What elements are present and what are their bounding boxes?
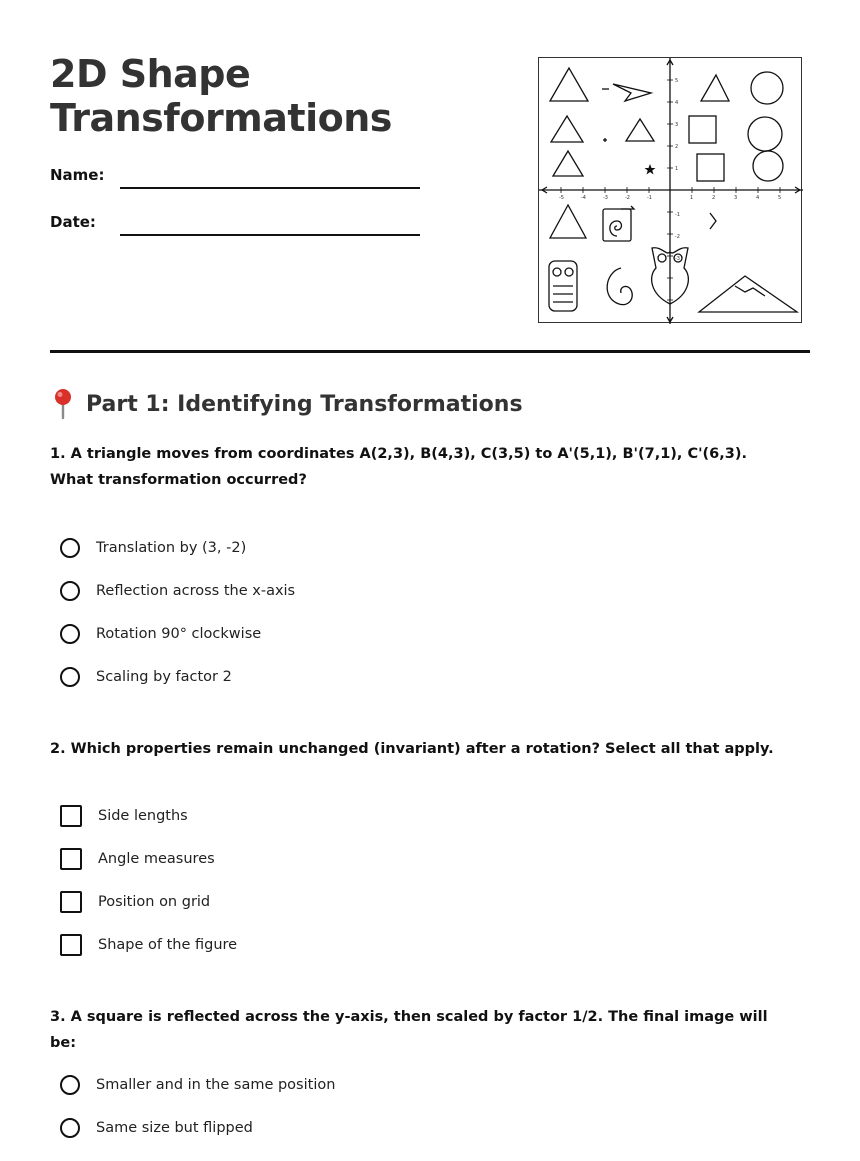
svg-text:1: 1 bbox=[690, 195, 694, 201]
option-label: Scaling by factor 2 bbox=[96, 669, 232, 685]
q1-option-2[interactable] bbox=[60, 579, 295, 603]
transformations-illustration bbox=[538, 57, 802, 323]
svg-text:-2: -2 bbox=[625, 195, 630, 201]
svg-text:2: 2 bbox=[675, 144, 679, 150]
header-divider bbox=[50, 350, 810, 353]
q3-option-1[interactable] bbox=[60, 1073, 335, 1097]
checkbox[interactable] bbox=[60, 934, 82, 956]
q2-option-4[interactable] bbox=[60, 933, 237, 957]
svg-text:1: 1 bbox=[675, 166, 679, 172]
option-label: Rotation 90° clockwise bbox=[96, 626, 262, 642]
pushpin-icon bbox=[50, 388, 76, 420]
svg-text:3: 3 bbox=[734, 195, 738, 201]
q2-option-1[interactable] bbox=[60, 804, 188, 828]
q1-option-3[interactable] bbox=[60, 622, 261, 646]
radio-button[interactable] bbox=[60, 581, 80, 601]
option-label: Same size but flipped bbox=[96, 1120, 253, 1136]
option-label: Reflection across the x-axis bbox=[96, 583, 296, 599]
option-label: Smaller and in the same position bbox=[96, 1077, 336, 1093]
svg-text:-1: -1 bbox=[647, 195, 652, 201]
svg-text:-4: -4 bbox=[581, 195, 586, 201]
svg-text:5: 5 bbox=[778, 195, 782, 201]
svg-text:-1: -1 bbox=[675, 212, 680, 218]
title-line-2: Transformations bbox=[50, 96, 392, 140]
q3-option-2[interactable] bbox=[60, 1116, 253, 1140]
option-label: Angle measures bbox=[98, 851, 215, 867]
option-label: Shape of the figure bbox=[98, 937, 238, 953]
checkbox[interactable] bbox=[60, 805, 82, 827]
section-title: Part 1: Identifying Transformations bbox=[86, 391, 523, 417]
q1-option-4[interactable] bbox=[60, 665, 232, 689]
q1-option-1[interactable] bbox=[60, 536, 246, 560]
svg-text:-3: -3 bbox=[603, 195, 608, 201]
question-2-text: 2. Which properties remain unchanged (invariant) after a rotation? Select all that apply. bbox=[50, 741, 774, 757]
date-line[interactable] bbox=[120, 234, 420, 236]
svg-text:4: 4 bbox=[756, 195, 760, 201]
svg-text:-3: -3 bbox=[675, 256, 680, 262]
option-label: Translation by (3, -2) bbox=[96, 540, 247, 556]
radio-button[interactable] bbox=[60, 1118, 80, 1138]
q2-option-2[interactable] bbox=[60, 847, 215, 871]
question-1-text: 1. A triangle moves from coordinates A(2,3), B(4,3), C(3,5) to A'(5,1), B'(7,1), C'(6,3). What transformation occurred? bbox=[50, 446, 748, 488]
date-label: Date: bbox=[50, 213, 96, 231]
svg-text:2: 2 bbox=[712, 195, 716, 201]
svg-text:-5: -5 bbox=[559, 195, 564, 201]
svg-text:-2: -2 bbox=[675, 234, 680, 240]
svg-text:4: 4 bbox=[675, 100, 679, 106]
checkbox[interactable] bbox=[60, 891, 82, 913]
q2-option-3[interactable] bbox=[60, 890, 210, 914]
svg-text:5: 5 bbox=[675, 78, 679, 84]
radio-button[interactable] bbox=[60, 538, 80, 558]
option-label: Position on grid bbox=[98, 894, 211, 910]
checkbox[interactable] bbox=[60, 848, 82, 870]
svg-text:3: 3 bbox=[675, 122, 679, 128]
option-label: Side lengths bbox=[98, 808, 188, 824]
worksheet-title bbox=[50, 52, 392, 140]
name-line[interactable] bbox=[120, 187, 420, 189]
name-label: Name: bbox=[50, 166, 105, 184]
section-heading bbox=[50, 388, 523, 420]
radio-button[interactable] bbox=[60, 1075, 80, 1095]
radio-button[interactable] bbox=[60, 667, 80, 687]
radio-button[interactable] bbox=[60, 624, 80, 644]
question-3-text: 3. A square is reflected across the y-axis, then scaled by factor 1/2. The final image will be: bbox=[50, 1009, 768, 1051]
title-line-1: 2D Shape bbox=[50, 52, 251, 96]
